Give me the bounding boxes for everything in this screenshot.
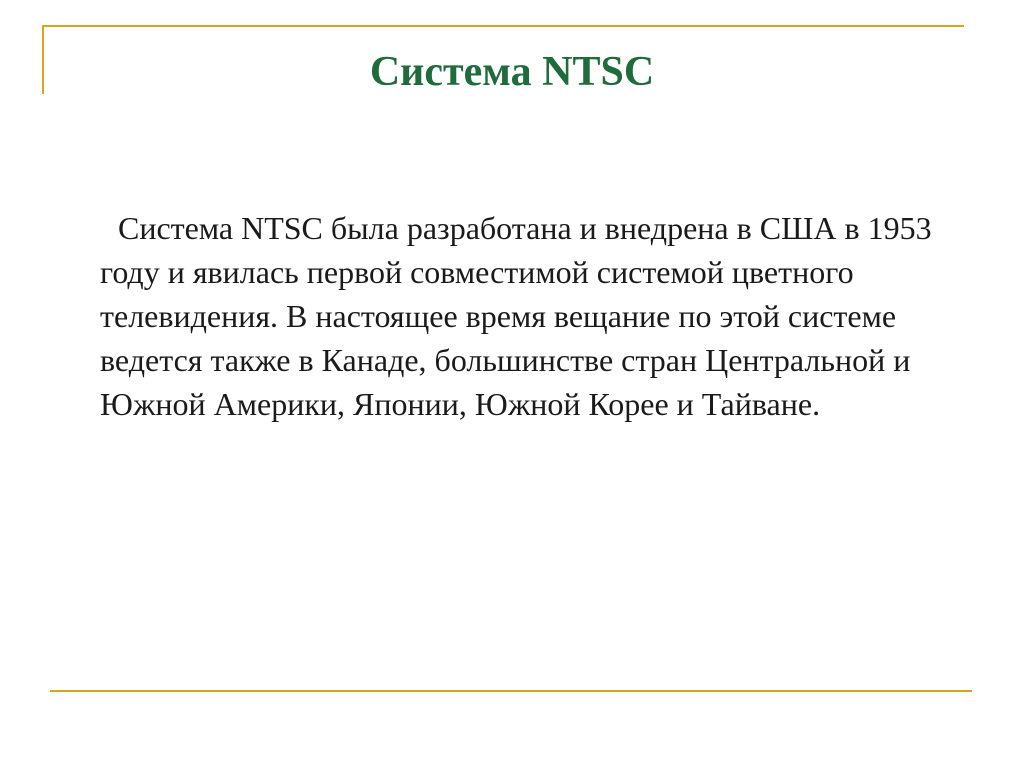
top-accent-line	[42, 25, 964, 27]
bottom-accent-line	[50, 690, 972, 692]
slide-body-text: Система NTSC была разработана и внедрена в США в 1953 году и явилась первой совместимой системой цветного телевидения. В настоящее время вещание по этой системе ведется также в Канаде, большинстве стран Центральной и Южной Америки, Японии, Южной Корее и Тайване.	[100, 210, 932, 422]
slide-title: Система NTSC	[369, 49, 655, 95]
